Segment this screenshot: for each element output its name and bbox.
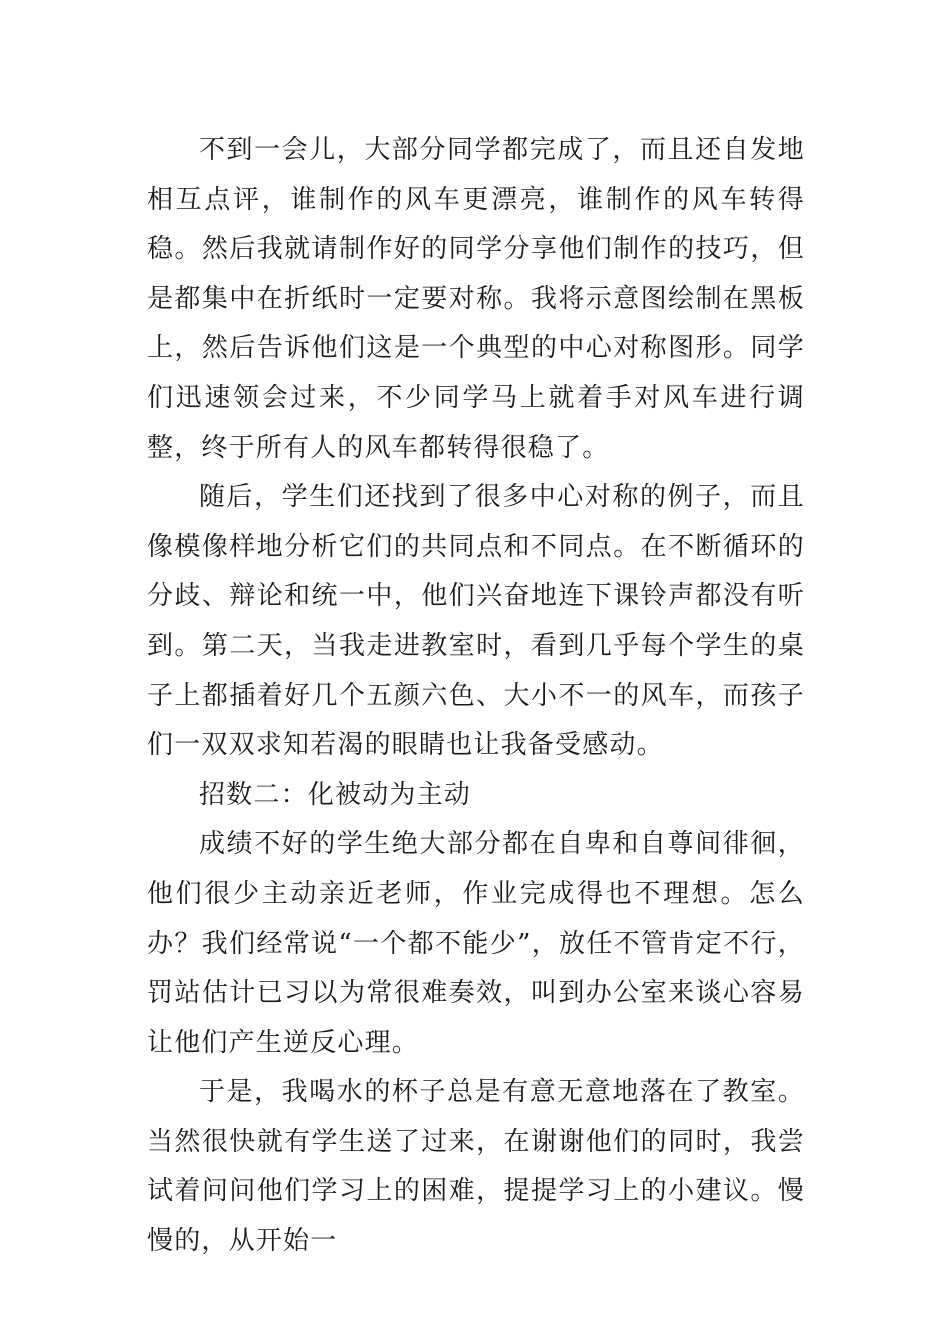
paragraph-water-cup: 于是，我喝水的杯子总是有意无意地落在了教室。当然很快就有学生送了过来，在谢谢他们的同时，我尝试着问问他们学习上的困难，提提学习上的小建议。慢慢的，从开始一 bbox=[147, 1077, 805, 1257]
paragraph-struggling-students: 成绩不好的学生绝大部分都在自卑和自尊间徘徊，他们很少主动亲近老师，作业完成得也不理想。怎么办？我们经常说“一个都不能少”，放任不管肯定不行，罚站估计已习以为常很难奏效，叫到办公室来谈心容易让他们产生逆反心理。 bbox=[147, 829, 805, 1058]
paragraph-pinwheel-activity: 不到一会儿，大部分同学都完成了，而且还自发地相互点评，谁制作的风车更漂亮，谁制作的风车转得稳。然后我就请制作好的同学分享他们制作的技巧，但是都集中在折纸时一定要对称。我将示意图绘制在黑板上，然后告诉他们这是一个典型的中心对称图形。同学们迅速领会过来，不少同学马上就着手对风车进行调整，终于所有人的风车都转得很稳了。 bbox=[147, 135, 805, 463]
paragraph-symmetry-examples: 随后，学生们还找到了很多中心对称的例子，而且像模像样地分析它们的共同点和不同点。在不断循环的分歧、辩论和统一中，他们兴奋地连下课铃声都没有听到。第二天，当我走进教室时，看到几乎每个学生的桌子上都插着好几个五颜六色、大小不一的风车，而孩子们一双双求知若渴的眼睛也让我备受感动。 bbox=[147, 482, 805, 761]
body-text bbox=[147, 126, 805, 1267]
section-heading: 招数二：化被动为主动 bbox=[199, 779, 472, 810]
